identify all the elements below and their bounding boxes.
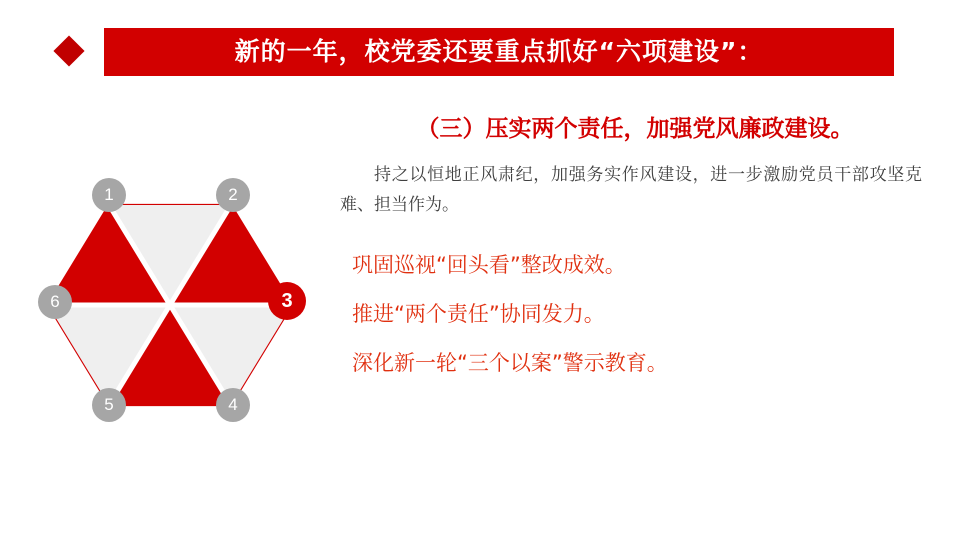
hex-node-2[interactable]: 2 xyxy=(216,178,250,212)
header-banner xyxy=(104,28,894,76)
hex-node-3[interactable]: 3 xyxy=(268,282,306,320)
slide-header xyxy=(0,28,960,76)
content-area xyxy=(330,110,940,402)
hex-node-5[interactable]: 5 xyxy=(92,388,126,422)
hex-node-1[interactable]: 1 xyxy=(92,178,126,212)
hex-node-4[interactable]: 4 xyxy=(216,388,250,422)
list-item: 巩固巡视“回头看”整改成效。 xyxy=(352,252,626,277)
section-title: （三）压实两个责任，加强党风廉政建设。 xyxy=(416,116,854,142)
hex-node-6[interactable]: 6 xyxy=(38,285,72,319)
bullet-list xyxy=(352,252,940,375)
list-item: 深化新一轮“三个以案”警示教育。 xyxy=(352,350,668,375)
page-title: 新的一年，校党委还要重点抓好“六项建设”： xyxy=(234,37,764,66)
hexagon-diagram xyxy=(20,165,320,455)
list-item: 推进“两个责任”协同发力。 xyxy=(352,301,605,326)
diamond-bullet-icon xyxy=(53,35,84,66)
body-paragraph: 持之以恒地正风肃纪，加强务实作风建设，进一步激励党员干部攻坚克难、担当作为。 xyxy=(340,165,922,215)
